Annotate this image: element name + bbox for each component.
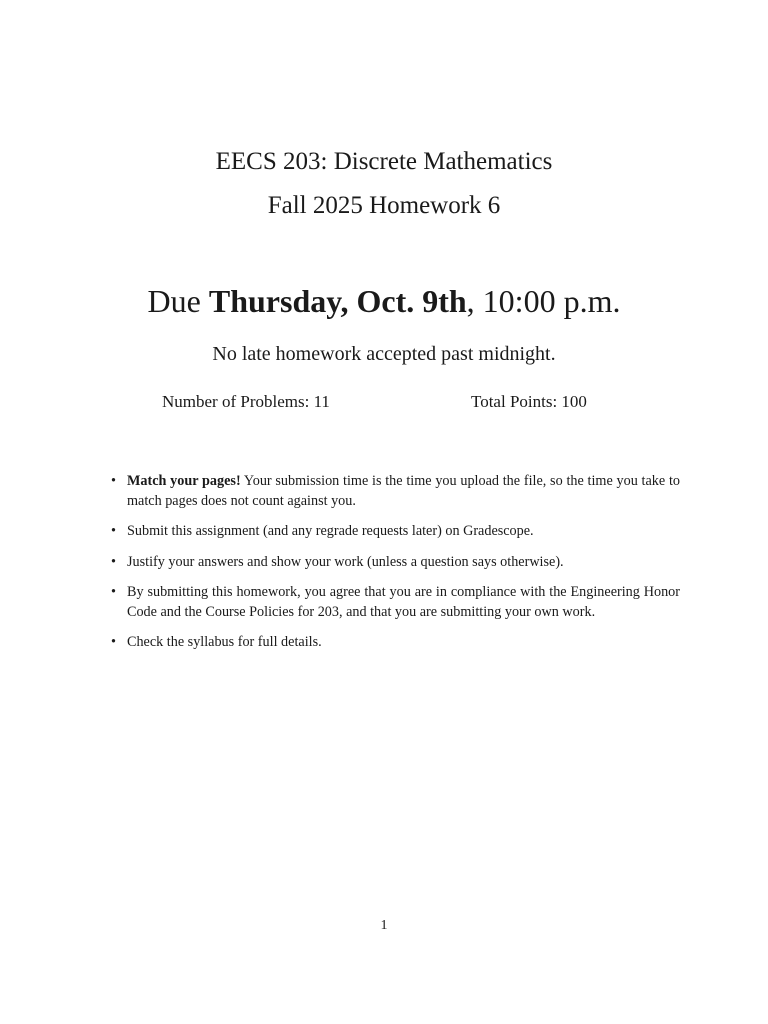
bullet-icon: • [111,553,116,570]
instruction-text: Justify your answers and show your work (unless a question says otherwise). [127,553,564,570]
instruction-item [109,553,680,573]
instruction-text: Check the syllabus for full details. [127,634,322,650]
bullet-icon: • [111,584,116,600]
instruction-emphasis: Match your pages! [127,473,241,489]
instruction-item [109,522,680,542]
total-points: Total Points: 100 [471,392,587,411]
bullet-icon: • [111,523,116,539]
instruction-text: Submit this assignment (and any regrade requests later) on Gradescope. [127,523,534,539]
due-date-line [0,280,768,322]
due-time: 10:00 p.m. [482,283,621,319]
bullet-icon: • [111,634,116,650]
due-date: Thursday, Oct. 9th [208,283,467,319]
instruction-item [109,472,680,511]
instructions-list [109,472,680,664]
due-separator: , [466,283,475,319]
bullet-icon: • [111,473,116,489]
instruction-item [109,583,680,622]
due-prefix: Due [147,283,201,319]
page-number: 1 [380,918,388,933]
number-of-problems: Number of Problems: 11 [162,392,330,411]
instruction-text: By submitting this homework, you agree that you are in compliance with the Engineering Honor Code and the Course Policies for 203, and that you are submitting your own work. [127,584,680,620]
course-title: EECS 203: Discrete Mathematics [215,148,553,175]
late-policy-note: No late homework accepted past midnight. [212,343,556,365]
instruction-text: Your submission time is the time you upload the file, so the time you take to match pages does not count against you. [127,473,680,509]
assignment-title: Fall 2025 Homework 6 [267,192,501,219]
instruction-item [109,633,680,653]
